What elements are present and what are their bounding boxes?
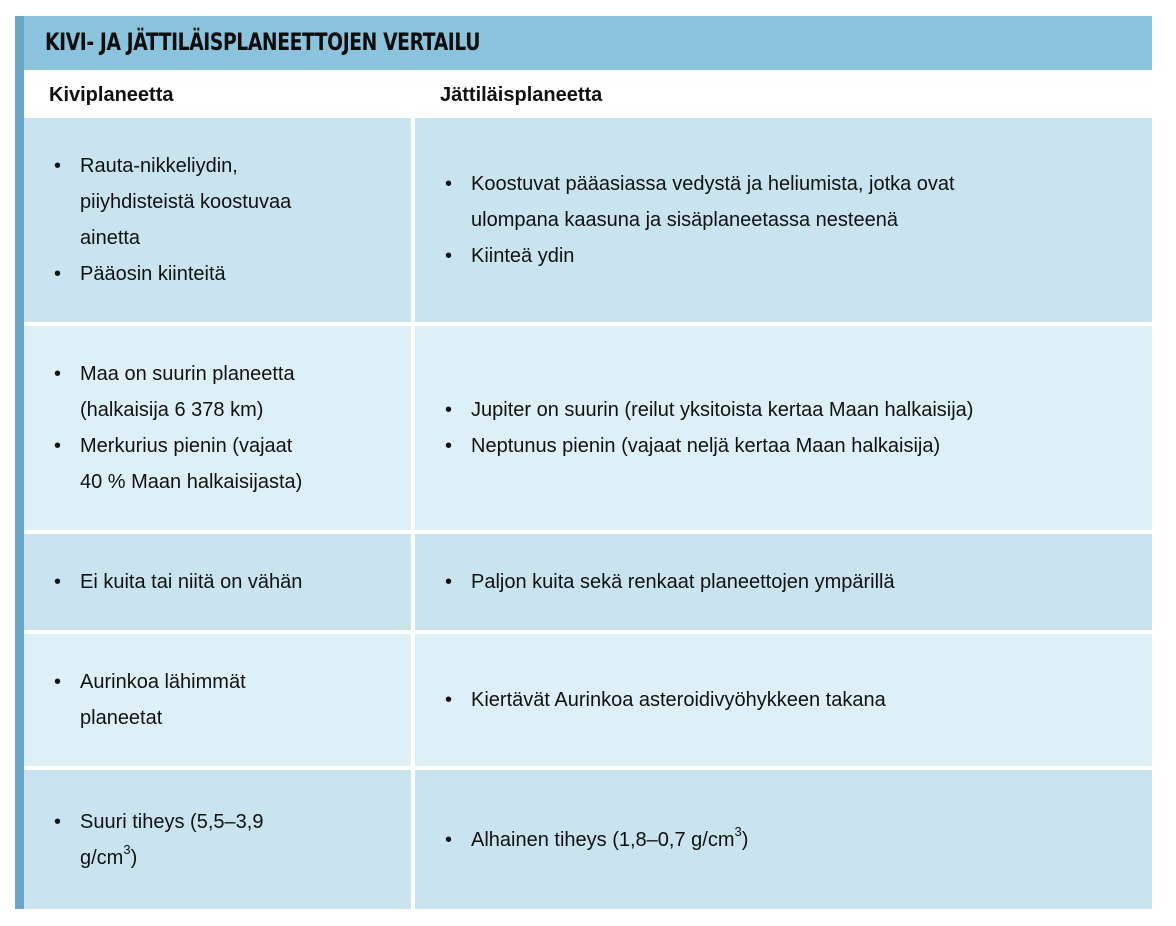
bullet-icon: • [445, 689, 453, 711]
list-item: • Maa on suurin planeetta (halkaisija 6 378 km) [80, 356, 302, 428]
bullet-icon: • [54, 363, 62, 385]
table-row [24, 770, 1152, 909]
list-item: • Kiertävät Aurinkoa asteroidivyöhykkeen takana [471, 682, 886, 718]
bullet-icon: • [445, 571, 453, 593]
title-bar [24, 16, 1152, 70]
header-row [24, 70, 1152, 118]
cell-kivi-density [24, 770, 411, 909]
cell-kivi-moons [24, 534, 411, 630]
list-item: • Koostuvat pääasiassa vedystä ja heliumista, jotka ovat ulompana kaasuna ja sisäplaneetassa nesteenä [471, 166, 955, 238]
cell-jattilais-composition [415, 118, 1152, 322]
cell-kivi-size [24, 326, 411, 530]
table-row [24, 634, 1152, 766]
list-item: • Merkurius pienin (vajaat 40 % Maan halkaisijasta) [80, 428, 302, 500]
bullet-list [54, 356, 303, 500]
table-row [24, 534, 1152, 630]
bullet-list [445, 392, 974, 464]
bullet-list [445, 822, 749, 858]
table-title: KIVI- JA JÄTTILÄISPLANEETTOJEN VERTAILU [45, 28, 481, 56]
cell-kivi-location [24, 634, 411, 766]
bullet-icon: • [54, 810, 62, 833]
list-item: • Aurinkoa lähimmät planeetat [80, 664, 246, 736]
bullet-icon: • [445, 435, 453, 457]
list-item: • Pääosin kiinteitä [80, 256, 291, 292]
bullet-icon: • [54, 155, 62, 177]
list-item: • Suuri tiheys (5,5–3,9 $g/cm^3$) [80, 804, 263, 876]
bullet-icon: • [445, 173, 453, 195]
cell-jattilais-moons [415, 534, 1152, 630]
cell-kivi-composition [24, 118, 411, 322]
cell-jattilais-size [415, 326, 1152, 530]
bullet-icon: • [445, 245, 453, 267]
list-item: • Rauta-nikkeliydin, piiyhdisteistä koostuvaa ainetta [80, 148, 291, 256]
bullet-list [445, 166, 955, 274]
bullet-icon: • [54, 263, 62, 285]
bullet-icon: • [445, 399, 453, 421]
header-kiviplaneetta: Kiviplaneetta [49, 84, 174, 106]
bullet-list [54, 564, 303, 600]
list-item: • Alhainen tiheys (1,8–0,7 $g/cm^3$) [471, 822, 748, 858]
bullet-list [445, 564, 895, 600]
table-row [24, 118, 1152, 322]
list-item: • Jupiter on suurin (reilut yksitoista kertaa Maan halkaisija) [471, 392, 973, 428]
cell-jattilais-density [415, 770, 1152, 909]
table-row [24, 326, 1152, 530]
bullet-icon: • [54, 571, 62, 593]
list-item: • Neptunus pienin (vajaat neljä kertaa Maan halkaisija) [471, 428, 973, 464]
list-item: • Kiinteä ydin [471, 238, 955, 274]
bullet-list [54, 664, 246, 736]
bullet-icon: • [54, 671, 62, 693]
bullet-icon: • [54, 435, 62, 457]
list-item: • Ei kuita tai niitä on vähän [80, 564, 302, 600]
list-item: • Paljon kuita sekä renkaat planeettojen ympärillä [471, 564, 895, 600]
comparison-table [15, 16, 1152, 909]
bullet-list [54, 804, 264, 876]
bullet-list [54, 148, 292, 292]
cell-jattilais-location [415, 634, 1152, 766]
bullet-list [445, 682, 886, 718]
bullet-icon: • [445, 828, 453, 851]
header-jattilaisplaneetta: Jättiläisplaneetta [440, 84, 603, 106]
